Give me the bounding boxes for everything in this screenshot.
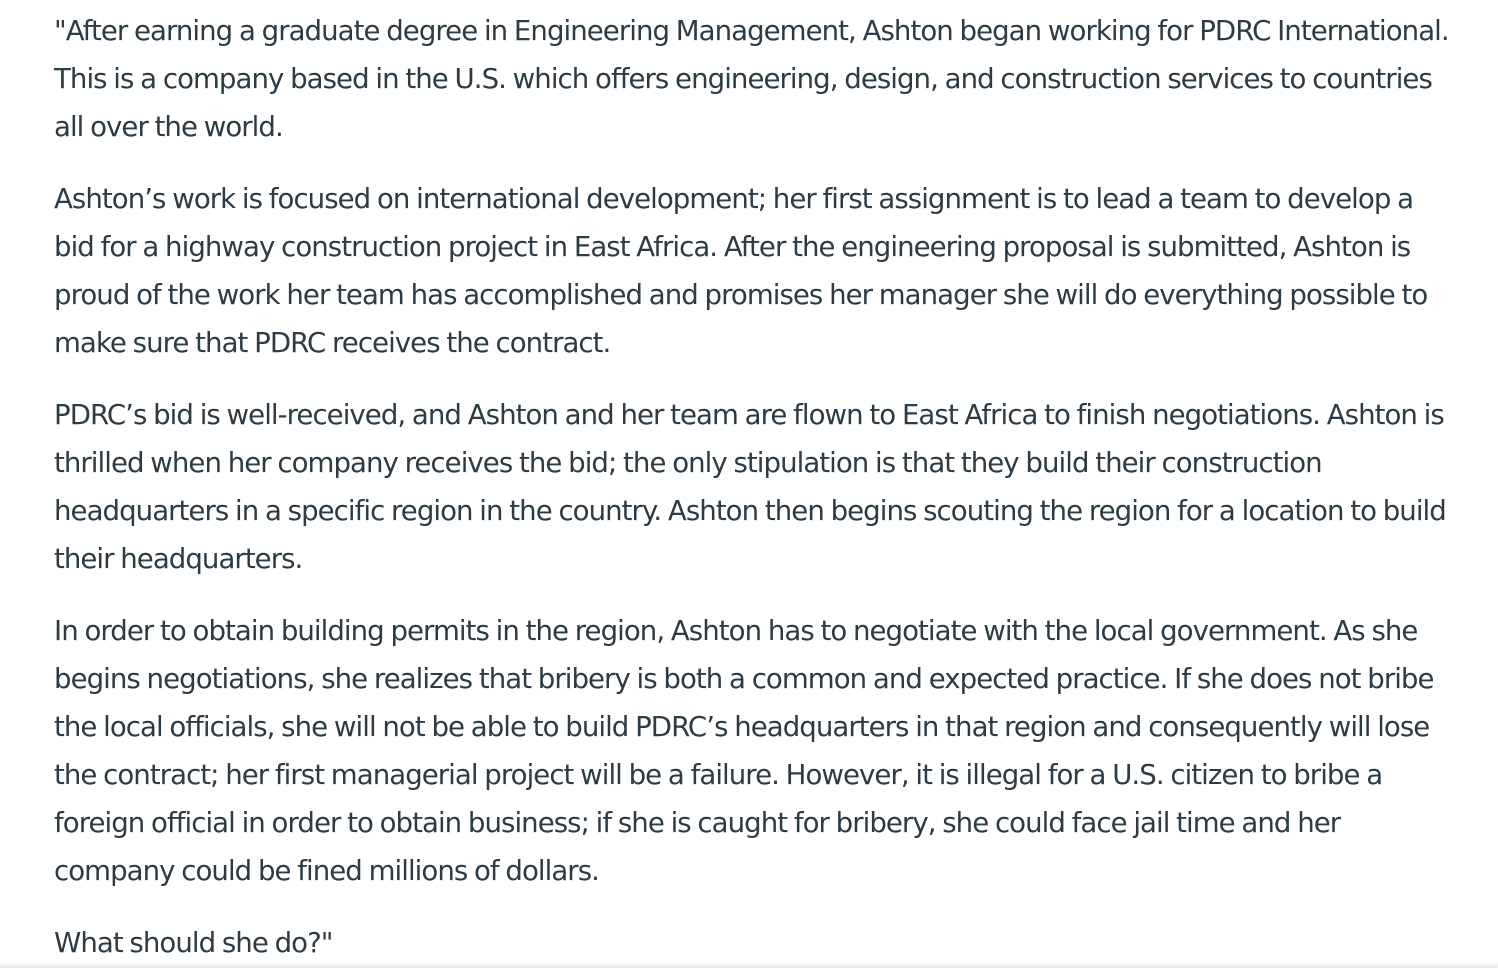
paragraph-question: What should she do?" — [54, 926, 333, 959]
case-study-text — [54, 7, 1454, 967]
scroll-edge-shadow — [0, 962, 1498, 968]
paragraph-assignment: Ashton’s work is focused on international development; her first assignment is to lead a team to develop a bid for a highway construction project in East Africa. After the engineering proposal is submitted, Ashton is proud of the work her team has accomplished and promises her manager she will do everything possible to make sure that PDRC receives the contract. — [54, 182, 1428, 359]
paragraph-intro: "After earning a graduate degree in Engineering Management, Ashton began working for PDRC International. This is a company based in the U.S. which offers engineering, design, and construction services to countries all over the world. — [54, 14, 1449, 143]
paragraph-negotiations: PDRC’s bid is well-received, and Ashton and her team are flown to East Africa to finish negotiations. Ashton is thrilled when her company receives the bid; the only stipulation is that they build their construction headquarters in a specific region in the country. Ashton then begins scouting the region for a location to build their headquarters. — [54, 398, 1446, 575]
paragraph-bribery-dilemma: In order to obtain building permits in the region, Ashton has to negotiate with the local government. As she begins negotiations, she realizes that bribery is both a common and expected practice. If she does not bribe the local officials, she will not be able to build PDRC’s headquarters in that region and consequently will lose the contract; her first managerial project will be a failure. However, it is illegal for a U.S. citizen to bribe a foreign official in order to obtain business; if she is caught for bribery, she could face jail time and her company could be fined millions of dollars. — [54, 614, 1434, 887]
